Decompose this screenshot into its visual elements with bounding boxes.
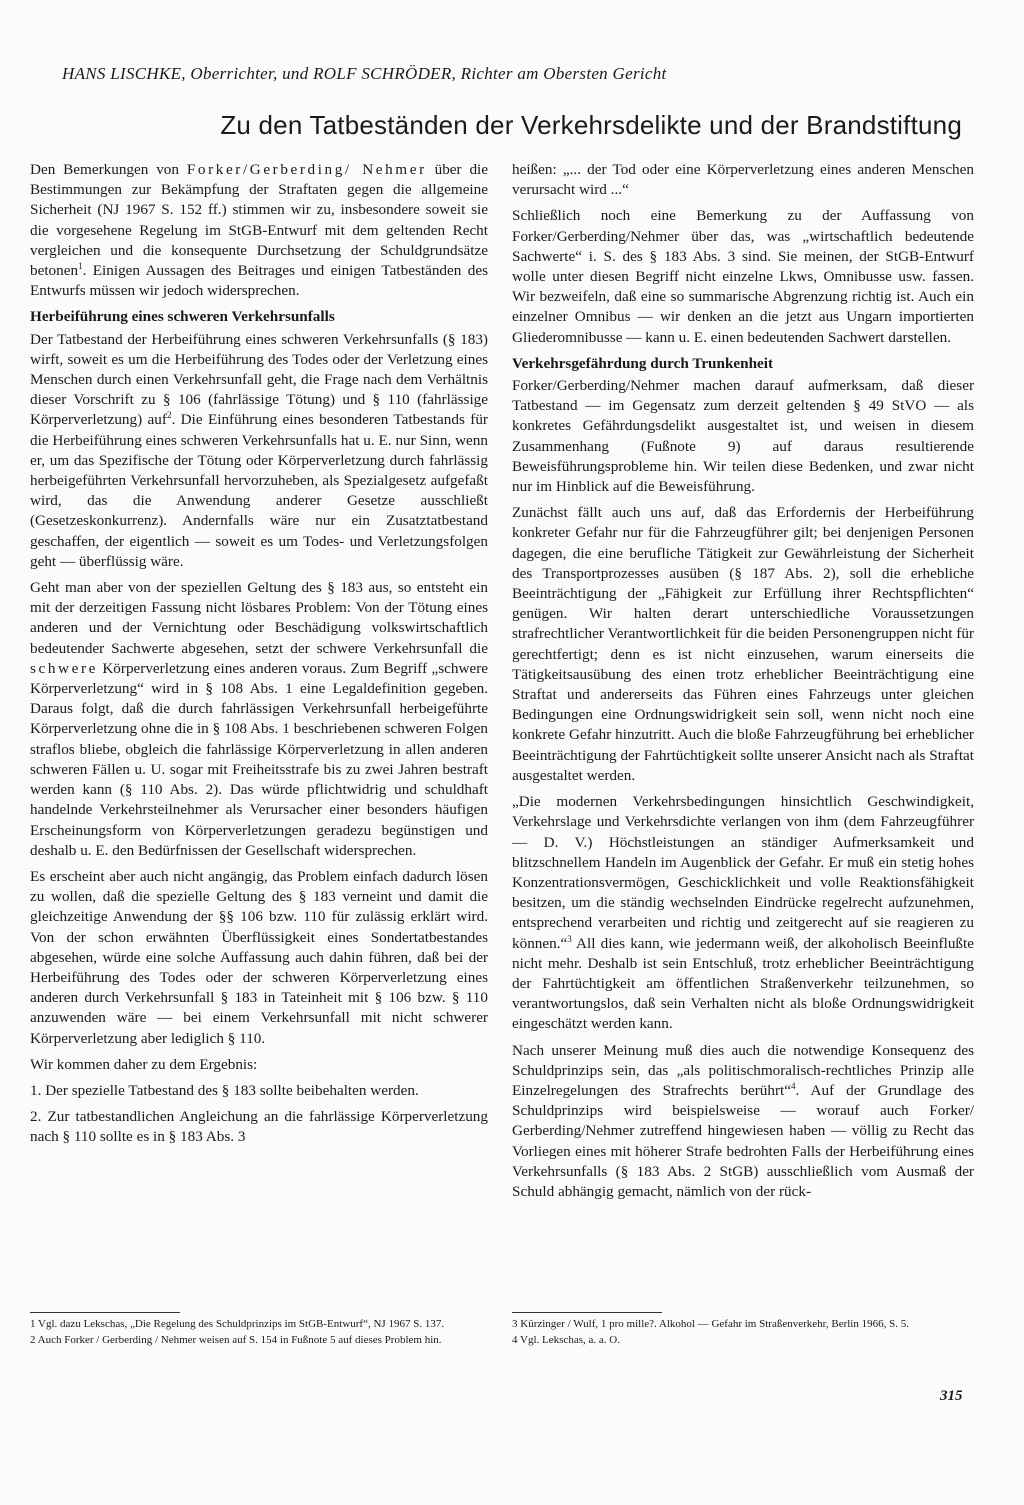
intro-paragraph	[30, 160, 488, 301]
paragraph: Es erscheint aber auch nicht angängig, das Problem einfach dadurch lösen zu wollen, daß die spezielle Geltung des § 183 verneint und damit die gleichzeitige Anwendung der §§ 106 bzw. 110 für zulässig erklärt wird. Von der schon erwähnten Überflüssigkeit eines Sondertatbestandes abgesehen, würde eine solche Auffassung auch dahin führen, daß bei der Herbeiführung des Todes oder der schweren Körperverletzung eines anderen durch Verkehrsunfall § 183 in Tateinheit mit § 106 bzw. § 110 anzuwenden wäre — bei einem Verkehrsunfall mit nicht schwerer Körperverletzung aber lediglich § 110.	[30, 867, 488, 1047]
paragraph-text: . Auf der Grundlage des Schuldprinzips wird beispielsweise — worauf auch Forker/ Gerberding/Nehmer zutreffend hingewiesen haben — völlig zu Recht das Vorliegen eines mit höherer Strafe bedrohten Falls der Herbeiführung eines Verkehrsunfalls (§ 183 Abs. 2 StGB) ausschließlich vom Ausmaß der Schuld abhängig gemacht, nämlich von der rück-	[512, 1081, 974, 1200]
section-heading-verkehrsunfall: Herbeiführung eines schweren Verkehrsunfalls	[30, 308, 335, 326]
intro-text-post: über die Bestimmungen zur Bekämpfung der Straftaten gegen die allgemeine Sicherheit (NJ 1967 S. 152 ff.) stimmen wir zu, insbesondere soweit sie die vorgesehene Regelung im StGB-Entwurf mit dem geltenden Recht vergleichen und die konsequente Durchsetzung der Schuldgrundsätze betonen	[30, 161, 488, 280]
footnote-2: 2 Auch Forker / Gerberding / Nehmer weisen auf S. 154 in Fußnote 5 auf dieses Problem hin.	[30, 1334, 442, 1346]
footnote-1: 1 Vgl. dazu Lekschas, „Die Regelung des Schuldprinzips im StGB-Entwurf“, NJ 1967 S. 137.	[30, 1318, 445, 1330]
quote-text: „Die modernen Verkehrsbedingungen hinsichtlich Geschwindigkeit, Verkehrslage und Verkehrsdichte verlangen von ihm (dem Fahrzeugführer — D. V.) Höchstleistungen an ständiger Aufmerksamkeit und blitzschnellem Handeln im Augenblick der Gefahr. Er muß ein stetig hohes Konzentrationsvermögen, Geschicklichkeit und volle Reaktionsfähigkeit besitzen, um die ständig wechselnden Eindrücke regelrecht aufzunehmen, entsprechend verarbeiten und richtig und zeitgerecht auf sie reagieren zu können.“	[512, 793, 974, 952]
intro-authors-spaced: Forker/Gerberding/ Nehmer	[186, 161, 427, 178]
footnote-ref: 4	[791, 1080, 796, 1091]
footnote-4: 4 Vgl. Lekschas, a. a. O.	[512, 1334, 620, 1346]
paragraph	[30, 330, 488, 572]
list-item: 2. Zur tatbestandlichen Angleichung an die fahrlässige Körperverletzung nach § 110 sollte es in § 183 Abs. 3	[30, 1108, 488, 1146]
paragraph: Zunächst fällt auch uns auf, daß das Erfordernis der Herbeiführung konkreter Gefahr nur für die Fahrzeugführer gilt; bei denjenigen Personen dagegen, die eine berufliche Tätigkeit zur Gewährleistung der Sicherheit des Transportprozesses ausüben (§ 187 Abs. 2), soll die erhebliche Beeinträchtigung der „Fähigkeit zur Erfüllung ihrer Rechtspflichten“ genügen. Wir halten derart unterschiedliche Voraussetzungen strafrechtlicher Verantwortlichkeit für die beiden Personengruppen nicht für gerechtfertigt; denn es ist nicht einzusehen, warum einerseits die Tätigkeitsausübung des einen trotz erheblicher Beeinträchtigung eine Straftat und andererseits das Führen eines Fahrzeugs unter gleichen Bedingungen eine Ordnungswidrigkeit sein soll, wenn nicht noch eine konkrete Gefahr hinzutritt. Auch die bloße Fahrzeugführung bei erheblicher Beeinträchtigung der Fahrtüchtigkeit sollte unserer Ansicht nach als Straftat ausgestaltet werden.	[512, 504, 974, 784]
paragraph-text: Geht man aber von der speziellen Geltung des § 183 aus, so entsteht ein mit der derzeitigen Fassung nicht lösbares Problem: Von der Tötung eines anderen und der Vernichtung oder Beschädigung volkswirtschaftlich bedeutender Sachwerte abgesehen, setzt der schwere Verkehrsunfall die	[30, 579, 488, 657]
emphasis-spaced: schwere	[30, 659, 98, 677]
paragraph: Schließlich noch eine Bemerkung zu der Auffassung von Forker/Gerberding/Nehmer über das, was „wirtschaftlich bedeutende Sachwerte“ i. S. des § 183 Abs. 3 sind. Sie meinen, der StGB-Entwurf wolle unter diesen Begriff nicht einzelne Lkws, Omnibusse usw. fassen. Wir bezweifeln, daß eine so summarische Abgrenzung richtig ist. Auch ein einzelner Omnibus — wir denken an die jetzt aus Ungarn importierten Gliederomnibusse — kann u. E. einen bedeutenden Sachwert darstellen.	[512, 207, 974, 346]
paragraph: Wir kommen daher zu dem Ergebnis:	[30, 1055, 258, 1073]
footnote-rule	[30, 1312, 180, 1313]
list-item: 1. Der spezielle Tatbestand des § 183 sollte beibehalten werden.	[30, 1081, 419, 1099]
paragraph-text: . Die Einführung eines besonderen Tatbestands für die Herbeiführung eines schweren Verkehrsunfalls hat u. E. nur Sinn, wenn er, um das Spezifische der Tötung oder Körperverletzung durch fahrlässig herbeigeführten Verkehrsunfall hervorzuheben, als Spezialgesetz aufgefaßt wird, das die Anwendung anderer Gesetze ausschließt (Gesetzeskonkurrenz). Andernfalls wäre nur ein Zusatztatbestand geschaffen, der eigentlich — soweit es um Todes- und Verletzungsfolgen geht — überflüssig wäre.	[30, 411, 488, 570]
footnote-rule	[512, 1312, 662, 1313]
paragraph	[30, 578, 488, 861]
footnote-ref: 1	[78, 260, 83, 271]
footnote-ref: 3	[567, 933, 572, 944]
footnote-ref: 2	[166, 410, 172, 421]
footnote-3: 3 Kürzinger / Wulf, 1 pro mille?. Alkohol — Gefahr im Straßenverkehr, Berlin 1966, S. 5.	[512, 1318, 909, 1330]
paragraph-text: All dies kann, wie jedermann weiß, der alkoholisch Beeinflußte nicht mehr. Deshalb ist sein Entschluß, trotz erheblicher Beeinträchtigung der Fahrtüchtigkeit am öffentlichen Straßenverkehr teilzunehmen, so verantwortungslos, daß sein Verhalten nicht als bloße Ordnungswidrigkeit eingeschätzt werden kann.	[512, 934, 974, 1033]
footnotes-right	[512, 1312, 974, 1349]
paragraph-text: Nach unserer Meinung muß dies auch die notwendige Konsequenz des Schuldprinzips sein, das „als politischmoralisch-rechtliches Prinzip alle Einzelregelungen des Strafrechts berührt“	[512, 1041, 974, 1099]
intro-text-tail: . Einigen Aussagen des Beitrages und einigen Tatbeständen des Entwurfs müssen wir jedoch widersprechen.	[30, 262, 488, 300]
paragraph-text: Körperverletzung eines anderen voraus. Zum Begriff „schwere Körperverletzung“ wird in § 108 Abs. 1 eine Legaldefinition gegeben. Daraus folgt, daß die durch fahrlässigen Verkehrsunfall herbeigeführte Körperverletzung ohne die in § 108 Abs. 1 beschriebenen schweren Folgen straflos bliebe, obgleich die fahrlässige Körperverletzung in allen anderen schweren Fällen u. U. sogar mit Freiheitsstrafe bis zu zwei Jahren bestraft werden kann (§ 110 Abs. 2). Das würde pflichtwidrig und schuldhaft handelnde Verkehrsteilnehmer als Verursacher einer besonders häufigen Erscheinungsform von Körperverletzungen geradezu begünstigen und deshalb u. E. den Bedürfnissen der Gesellschaft widersprechen.	[30, 659, 488, 859]
paragraph	[512, 792, 974, 1034]
paragraph: Forker/Gerberding/Nehmer machen darauf aufmerksam, daß dieser Tatbestand — im Gegensatz zum derzeit geltenden § 49 StVO — als konkretes Gefährdungsdelikt ausgestaltet ist, und weisen in diesem Zusammenhang (Fußnote 9) auf daraus resultierende Beweisführungsprobleme hin. Wir teilen diese Bedenken, und zwar nicht nur im Hinblick auf die Beweisführung.	[512, 377, 974, 496]
section-heading-trunkenheit: Verkehrsgefährdung durch Trunkenheit	[512, 354, 774, 372]
authors-line: HANS LISCHKE, Oberrichter, und ROLF SCHRÖDER, Richter am Obersten Gericht	[62, 64, 667, 83]
page-number: 315	[940, 1388, 963, 1404]
article-title: Zu den Tatbeständen der Verkehrsdelikte und der Brandstiftung	[220, 110, 962, 140]
right-column	[512, 160, 974, 1208]
paragraph-text: Der Tatbestand der Herbeiführung eines schweren Verkehrsunfalls (§ 183) wirft, soweit es um die Herbeiführung des Todes oder der Verletzung eines Menschen durch einen Verkehrsunfall geht, die Frage nach dem Verhältnis dieser Vorschrift zu § 106 (fahrlässige Tötung) und § 110 (fahrlässige Körperverletzung) auf	[30, 330, 488, 429]
footnotes-left	[30, 1312, 488, 1349]
paragraph	[512, 1041, 974, 1203]
left-column	[30, 160, 488, 1154]
paragraph: heißen: „... der Tod oder eine Körperverletzung eines anderen Menschen verursacht wird ...“	[512, 161, 974, 199]
intro-text-pre: Den Bemerkungen von	[30, 161, 187, 178]
